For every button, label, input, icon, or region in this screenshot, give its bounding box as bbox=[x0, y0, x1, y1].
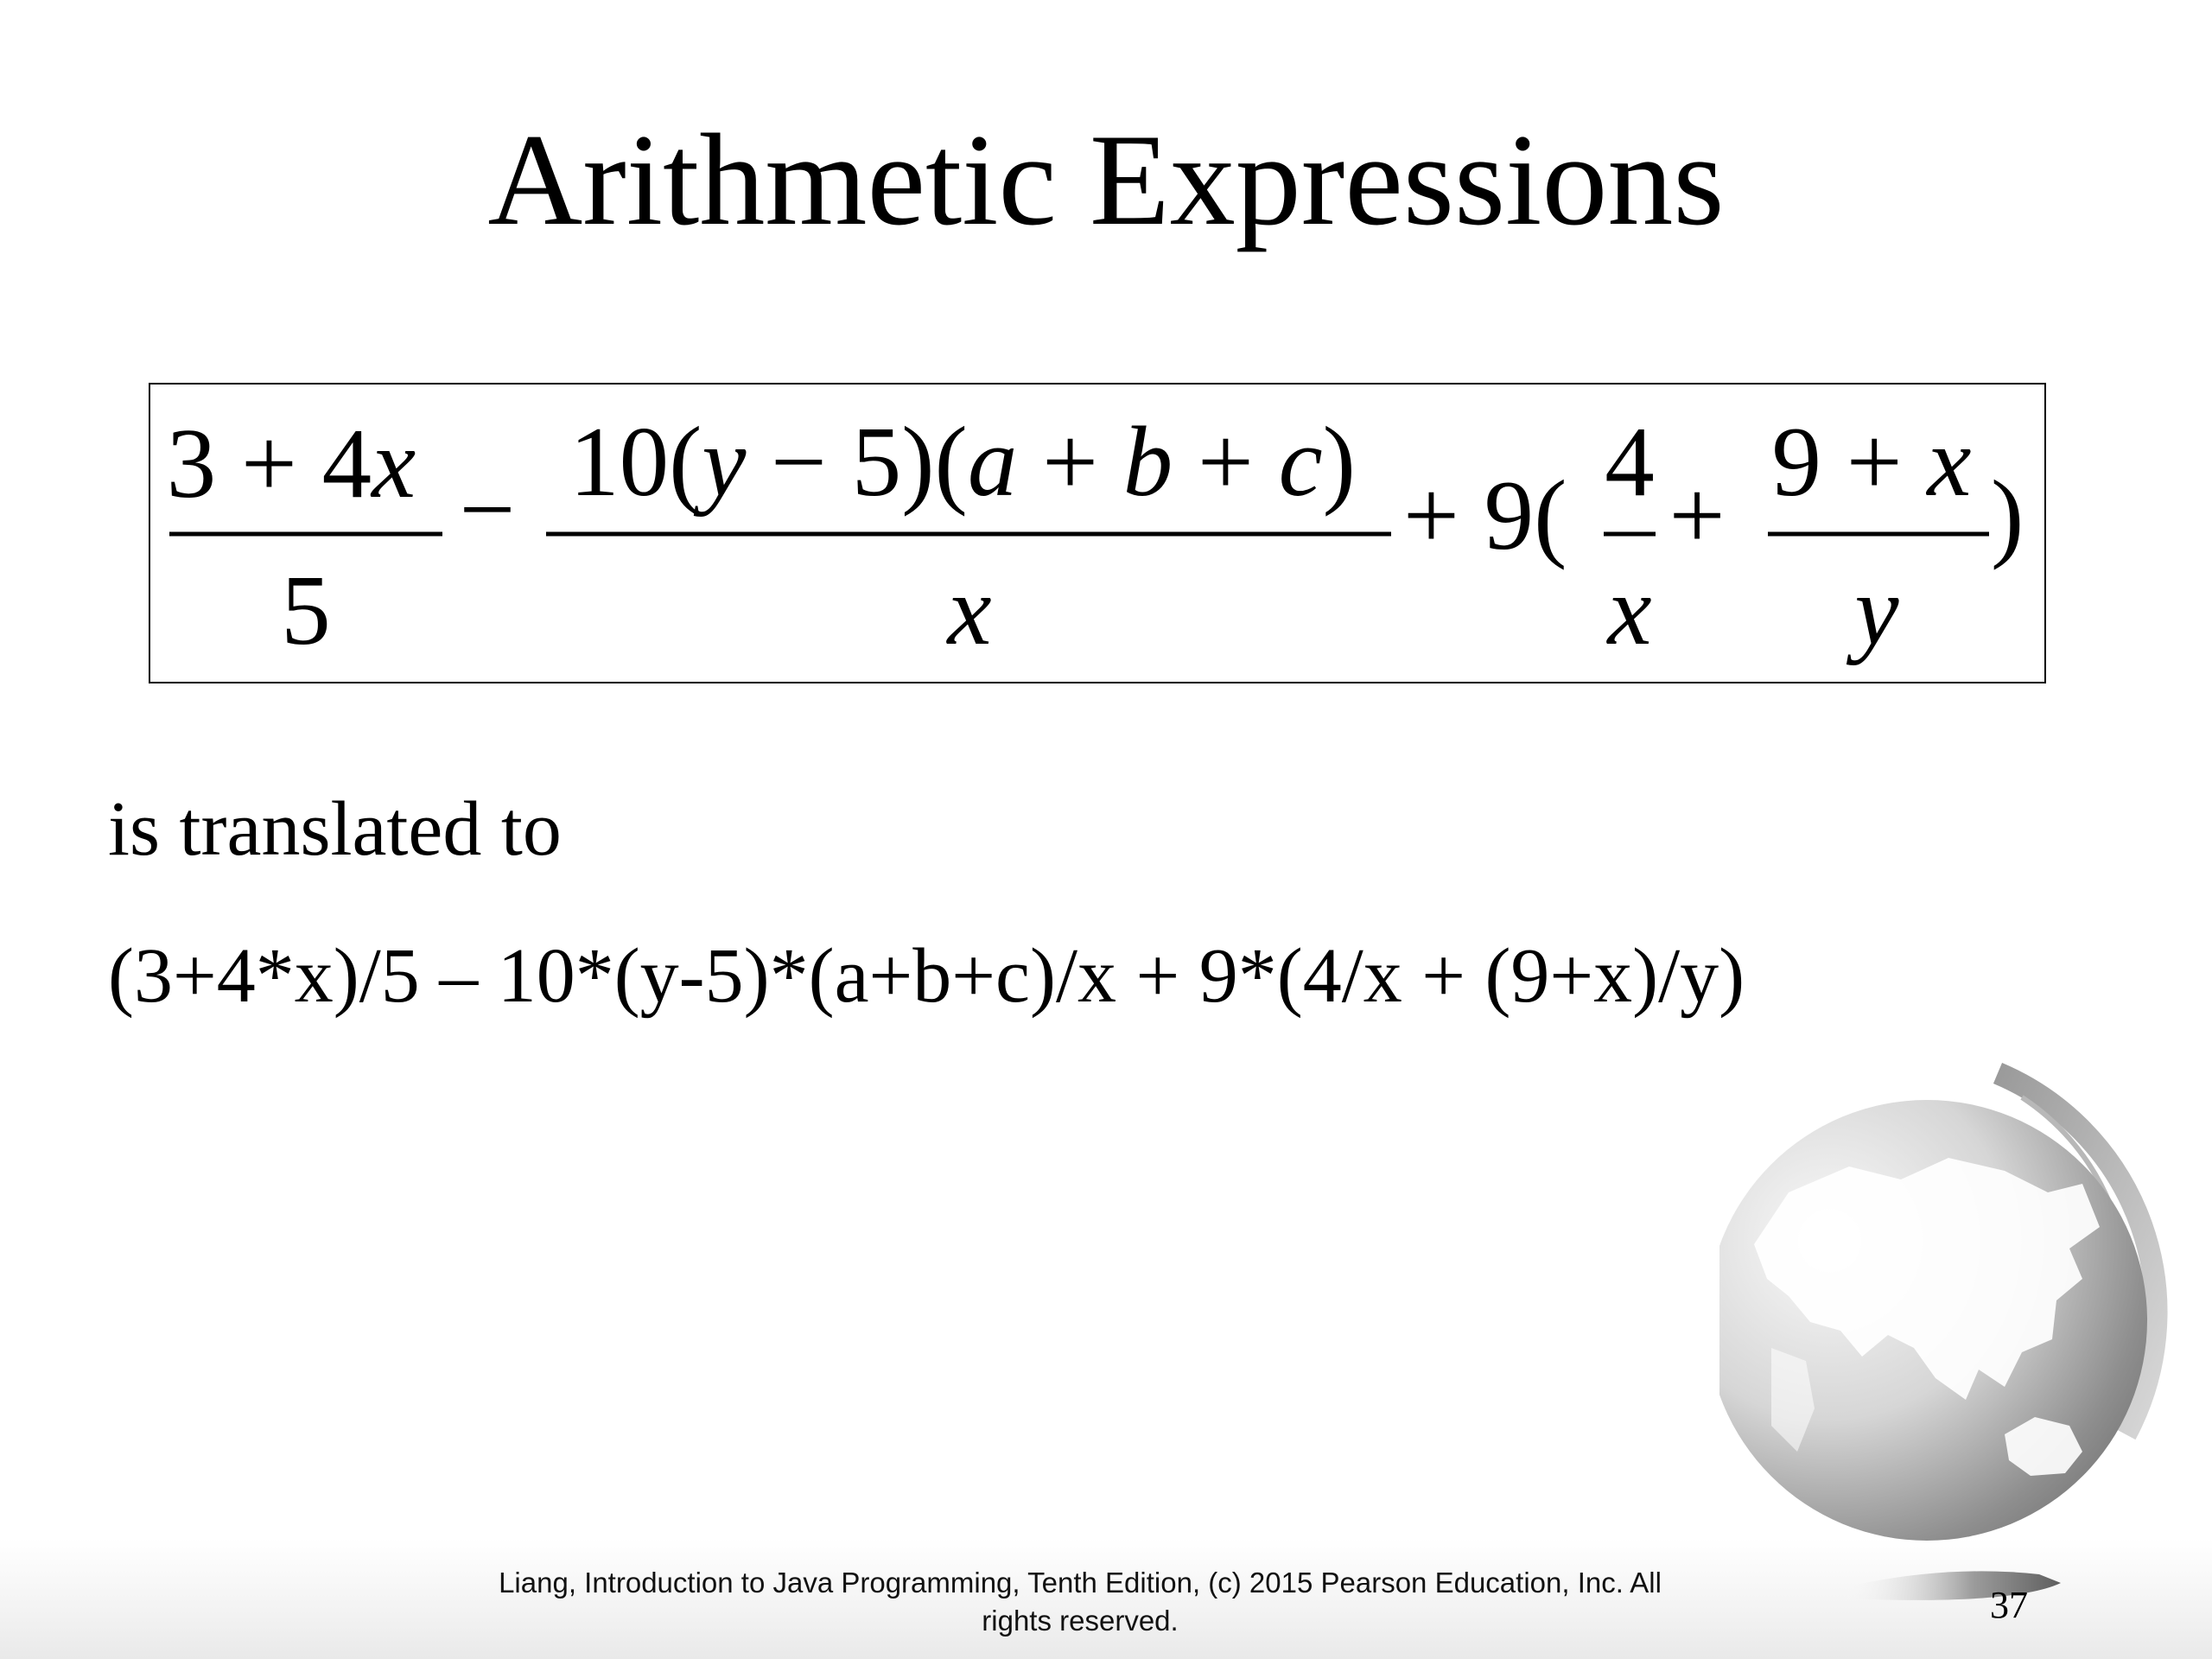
term4-denominator: y bbox=[1854, 556, 1899, 665]
minus-operator: − bbox=[459, 454, 516, 564]
copyright-line-1: Liang, Introduction to Java Programming, Tenth Edition, (c) 2015 Pearson Education, Inc. All bbox=[499, 1567, 1662, 1599]
term1-numerator: 3 + 4x bbox=[166, 409, 416, 518]
java-expression: (3+4*x)/5 – 10*(y-5)*(a+b+c)/x + 9*(4/x + (9+x)/y) bbox=[108, 933, 1745, 1019]
intro-text: is translated to bbox=[108, 786, 562, 872]
slide-title: Arithmetic Expressions bbox=[487, 107, 1725, 252]
term3-numerator: 4 bbox=[1605, 407, 1655, 517]
page-number: 37 bbox=[1990, 1584, 2028, 1626]
copyright-footer bbox=[441, 1564, 1719, 1640]
math-formula-box bbox=[149, 383, 2046, 683]
copyright-line-2: rights reserved. bbox=[982, 1605, 1179, 1637]
plus-nine-open-paren: + 9( bbox=[1403, 461, 1567, 570]
term2-numerator: 10(y − 5)(a + b + c) bbox=[569, 407, 1356, 517]
term3-denominator: x bbox=[1607, 556, 1652, 665]
term1-denominator: 5 bbox=[281, 556, 331, 665]
term4-numerator: 9 + x bbox=[1771, 407, 1972, 517]
term2-denominator: x bbox=[947, 556, 992, 665]
globe-icon bbox=[1719, 1063, 2186, 1547]
plus-operator: + bbox=[1669, 461, 1726, 570]
close-paren: ) bbox=[1991, 461, 2024, 570]
math-formula bbox=[150, 385, 2048, 685]
